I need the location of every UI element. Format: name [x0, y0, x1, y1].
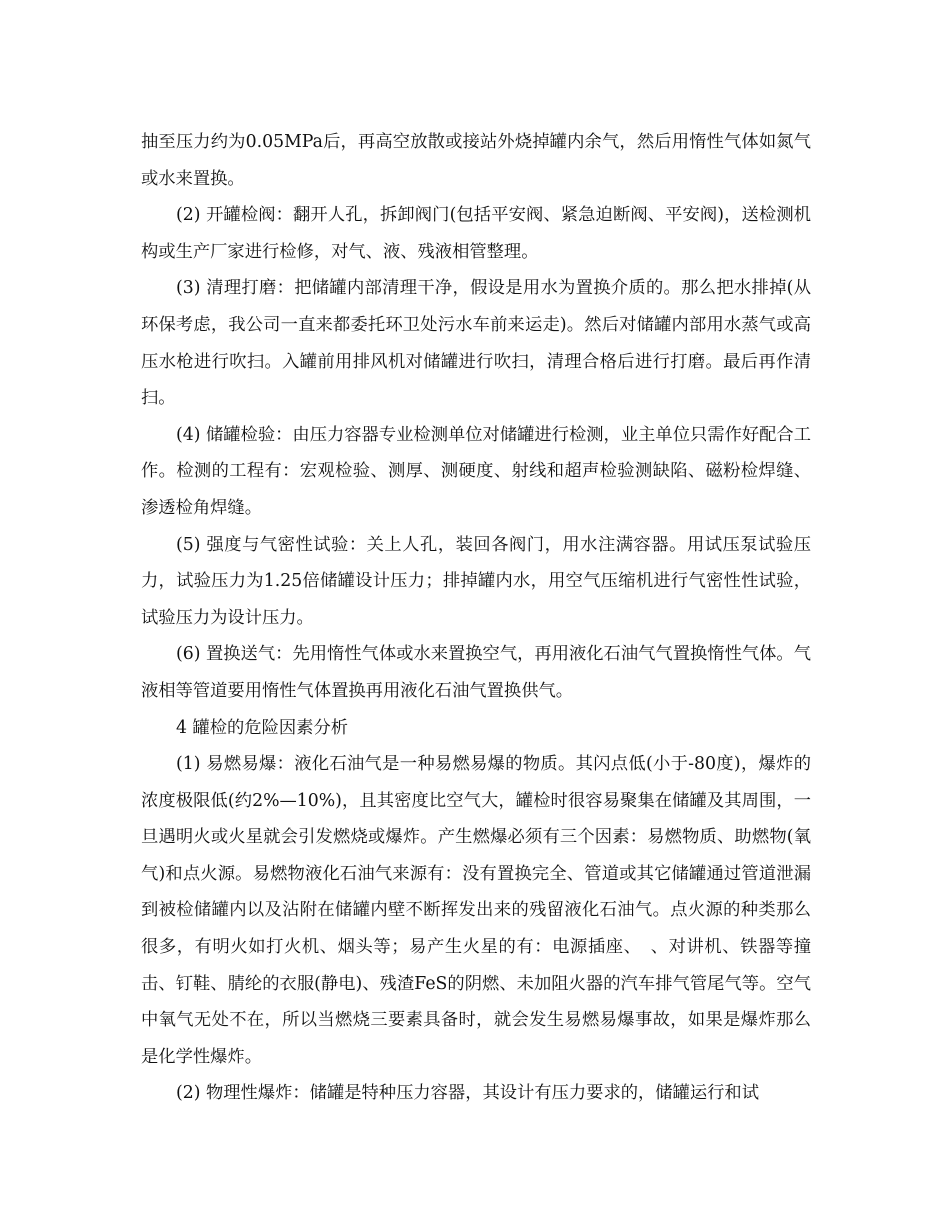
paragraph-strength-test: (5) 强度与气密性试验：关上人孔，装回各阀门，用水注满容器。用试压泵试验压力，试验压力为1.25倍储罐设计压力；排掉罐内水，用空气压缩机进行气密性性试验，试验压力为设计压力。 [141, 534, 811, 628]
paragraph-physical-explosion: (2) 物理性爆炸：储罐是特种压力容器，其设计有压力要求的，储罐运行和试 [176, 1083, 759, 1104]
document-body [141, 124, 811, 1112]
paragraph-cleaning-grinding: (3) 清理打磨：把储罐内部清理干净，假设是用水为置换介质的。那么把水排掉(从环保考虑，我公司一直来都委托环卫处污水车前来运走)。然后对储罐内部用水蒸气或高压水枪进行吹扫。入罐前用排风机对储罐进行吹扫，清理合格后进行打磨。最后再作清扫。 [141, 278, 811, 409]
paragraph-open-tank-inspection: (2) 开罐检阀：翻开人孔，拆卸阀门(包括平安阀、紧急迫断阀、平安阀)，送检测机构或生产厂家进行检修，对气、液、残液相管整理。 [141, 205, 811, 262]
paragraph-flammable-explosive: (1) 易燃易爆：液化石油气是一种易燃易爆的物质。其闪点低(小于-80度)，爆炸的浓度极限低(约2%—10%)，且其密度比空气大，罐检时很容易聚集在储罐及其周围，一旦遇明火或火星就会引发燃烧或爆炸。产生燃爆必须有三个因素：易燃物质、助燃物(氧气)和点火源。易燃物液化石油气来源有：没有置换完全、管道或其它储罐通过管道泄漏到被检储罐内以及沾附在储罐内壁不断挥发出来的残留液化石油气。点火源的种类那么很多，有明火如打火机、烟头等；易产生火星的有：电源插座、 、对讲机、铁器等撞击、钉鞋、腈纶的衣服(静电)、残渣FeS的阴燃、未加阻火器的汽车排气管尾气等。空气中氧气无处不在，所以当燃烧三要素具备时，就会发生易燃易爆事故，如果是爆炸那么是化学性爆炸。 [141, 754, 811, 1067]
paragraph-continuation: 抽至压力约为0.05MPa后，再高空放散或接站外烧掉罐内余气，然后用惰性气体如氮气或水来置换。 [141, 132, 811, 189]
section-heading-risk-analysis: 4 罐检的危险因素分析 [176, 717, 349, 738]
paragraph-replacement-supply: (6) 置换送气：先用惰性气体或水来置换空气，再用液化石油气气置换惰性气体。气液相等管道要用惰性气体置换再用液化石油气置换供气。 [141, 644, 811, 701]
paragraph-tank-inspection: (4) 储罐检验：由压力容器专业检测单位对储罐进行检测，业主单位只需作好配合工作。检测的工程有：宏观检验、测厚、测硬度、射线和超声检验测缺陷、磁粉检焊缝、渗透检角焊缝。 [141, 424, 811, 518]
